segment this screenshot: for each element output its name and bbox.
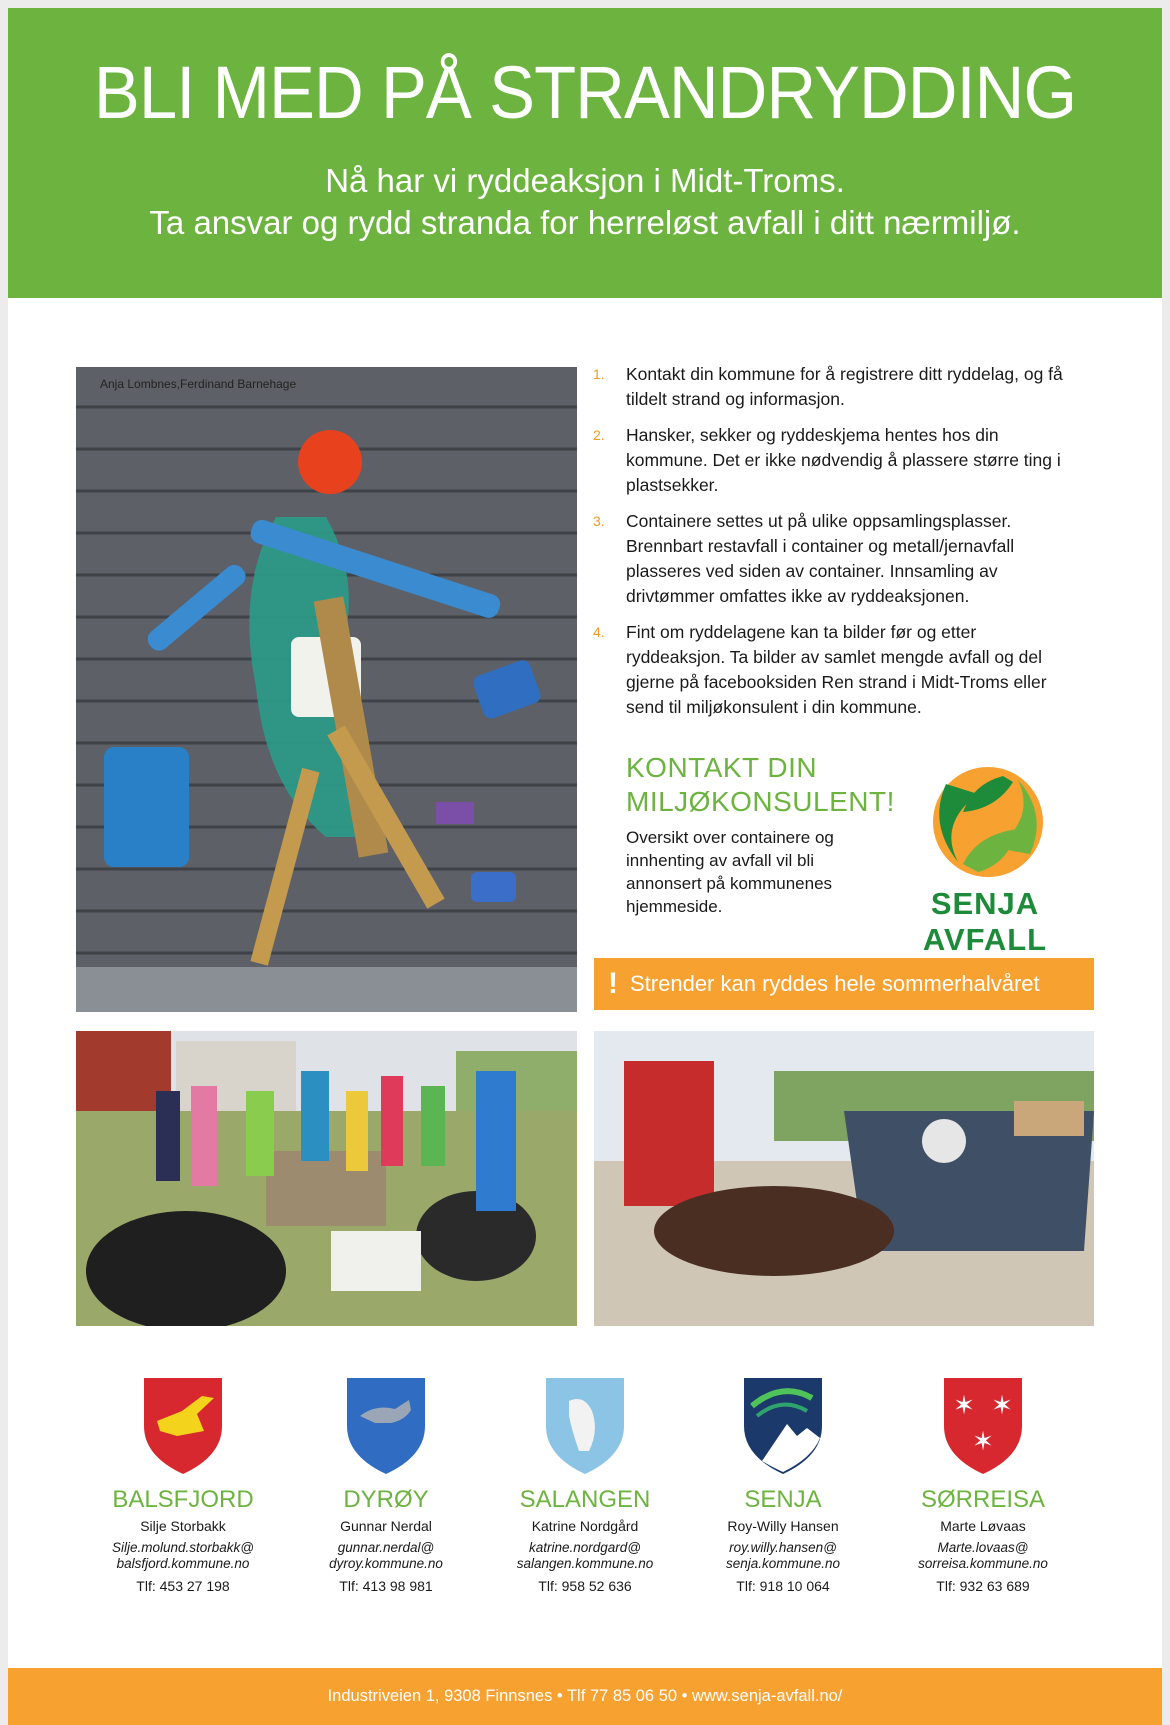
municipality-dyroy: [291, 1376, 481, 1594]
municipality-sorreisa: [888, 1376, 1078, 1594]
contact-email[interactable]: [688, 1540, 878, 1572]
svg-text:✶: ✶: [972, 1427, 994, 1457]
contact-email[interactable]: [88, 1540, 278, 1572]
photo-trash-figure: [76, 367, 577, 1012]
photo-caption: Anja Lombnes,Ferdinand Barnehage: [100, 377, 297, 391]
contact-phone: Tlf: 918 10 064: [736, 1578, 830, 1594]
municipality-name: SØRREISA: [920, 1486, 1046, 1513]
svg-text:✶: ✶: [953, 1391, 975, 1421]
contact-person: Katrine Nordgård: [531, 1518, 639, 1534]
step-text: Fint om ryddelagene kan ta bilder før og etter ryddeaksjon. Ta bilder av samlet mengde avfall og del gjerne på facebooksiden Ren strand i Midt-Troms eller send til miljøkonsulent i din kommune.: [626, 622, 1047, 717]
page-title: BLI MED PÅ STRANDRYDDING: [93, 51, 1077, 134]
step-text: Hansker, sekker og ryddeskjema hentes hos din kommune. Det er ikke nødvendig å plassere større ting i plastsekker.: [626, 425, 1061, 495]
email-line-2: dyroy.kommune.no: [329, 1556, 443, 1571]
header-banner: [8, 8, 1162, 298]
step-number: 3.: [593, 513, 605, 529]
contact-phone: Tlf: 958 52 636: [538, 1578, 632, 1594]
contact-person: Roy-Willy Hansen: [727, 1518, 839, 1534]
step-number: 1.: [593, 366, 605, 382]
aurora-mountain-crest-icon: [742, 1376, 824, 1476]
contact-phone: Tlf: 453 27 198: [136, 1578, 230, 1594]
list-item: [593, 509, 1063, 609]
municipality-name: BALSFJORD: [112, 1486, 254, 1513]
contact-email[interactable]: [490, 1540, 680, 1572]
list-item: [593, 620, 1063, 720]
fox-crest-icon: [345, 1376, 427, 1476]
contact-body: Oversikt over containere og innhenting av avfall vil bli annonsert på kommunenes hjemmeside.: [626, 828, 834, 916]
svg-text:✶: ✶: [991, 1391, 1013, 1421]
seal-crest-icon: [544, 1376, 626, 1476]
email-line-2: sorreisa.kommune.no: [918, 1556, 1048, 1571]
municipality-senja: [688, 1376, 878, 1594]
contact-person: Silje Storbakk: [140, 1518, 226, 1534]
exclamation-icon: !: [608, 967, 618, 1000]
step-number: 4.: [593, 624, 605, 640]
footer: Industriveien 1, 9308 Finnsnes • Tlf 77 85 06 50 • www.senja-avfall.no/: [8, 1668, 1162, 1725]
email-line-1: Silje.molund.storbakk@: [111, 1540, 254, 1555]
step-text: Kontakt din kommune for å registrere ditt ryddelag, og få tildelt strand og informasjon.: [626, 364, 1063, 409]
contact-person: Gunnar Nerdal: [340, 1518, 432, 1534]
senja-avfall-logo-text: SENJA AVFALL: [922, 886, 1048, 957]
step-text: Containere settes ut på ulike oppsamlingsplasser. Brennbart restavfall i container og metall/jernavfall plasseres ved siden av container. Innsamling av drivtømmer omfattes ikke av ryddeaksjonen.: [626, 511, 1015, 606]
list-item: [593, 423, 1063, 498]
subtitle-line-2: Ta ansvar og rydd stranda for herreløst avfall i ditt nærmiljø.: [149, 204, 1021, 241]
poster: [8, 8, 1162, 1725]
notice-banner: [594, 958, 1094, 1010]
contact-person: Marte Løvaas: [940, 1518, 1026, 1534]
municipality-name: SENJA: [744, 1486, 822, 1513]
email-line-1: Marte.lovaas@: [937, 1540, 1029, 1555]
plough-crest-icon: [142, 1376, 224, 1476]
list-item: [593, 362, 1063, 412]
page-subtitle: [8, 160, 1162, 244]
step-number: 2.: [593, 427, 605, 443]
email-line-2: senja.kommune.no: [725, 1556, 841, 1571]
stars-crest-icon: [942, 1376, 1024, 1476]
photo-containers: [594, 1031, 1094, 1326]
contact-email[interactable]: [888, 1540, 1078, 1572]
municipality-name: DYRØY: [343, 1486, 429, 1513]
email-line-2: balsfjord.kommune.no: [116, 1556, 250, 1571]
email-line-2: salangen.kommune.no: [516, 1556, 654, 1571]
municipality-balsfjord: [88, 1376, 278, 1594]
email-line-1: roy.willy.hansen@: [729, 1540, 837, 1555]
contact-heading: [626, 751, 895, 819]
municipality-salangen: [490, 1376, 680, 1594]
subtitle-line-1: Nå har vi ryddeaksjon i Midt-Troms.: [325, 162, 845, 199]
contact-email[interactable]: [291, 1540, 481, 1572]
contact-heading-line-1: KONTAKT DIN: [626, 752, 818, 783]
contact-phone: Tlf: 932 63 689: [936, 1578, 1030, 1594]
contact-phone: Tlf: 413 98 981: [339, 1578, 433, 1594]
email-line-1: katrine.nordgard@: [528, 1540, 641, 1555]
notice-text: Strender kan ryddes hele sommerhalvåret: [630, 971, 1040, 996]
contact-heading-line-2: MILJØKONSULENT!: [626, 786, 895, 817]
photo-children-cleanup: [76, 1031, 577, 1326]
municipality-name: SALANGEN: [519, 1486, 651, 1513]
steps-list: [593, 362, 1063, 731]
email-line-1: gunnar.nerdal@: [337, 1540, 435, 1555]
